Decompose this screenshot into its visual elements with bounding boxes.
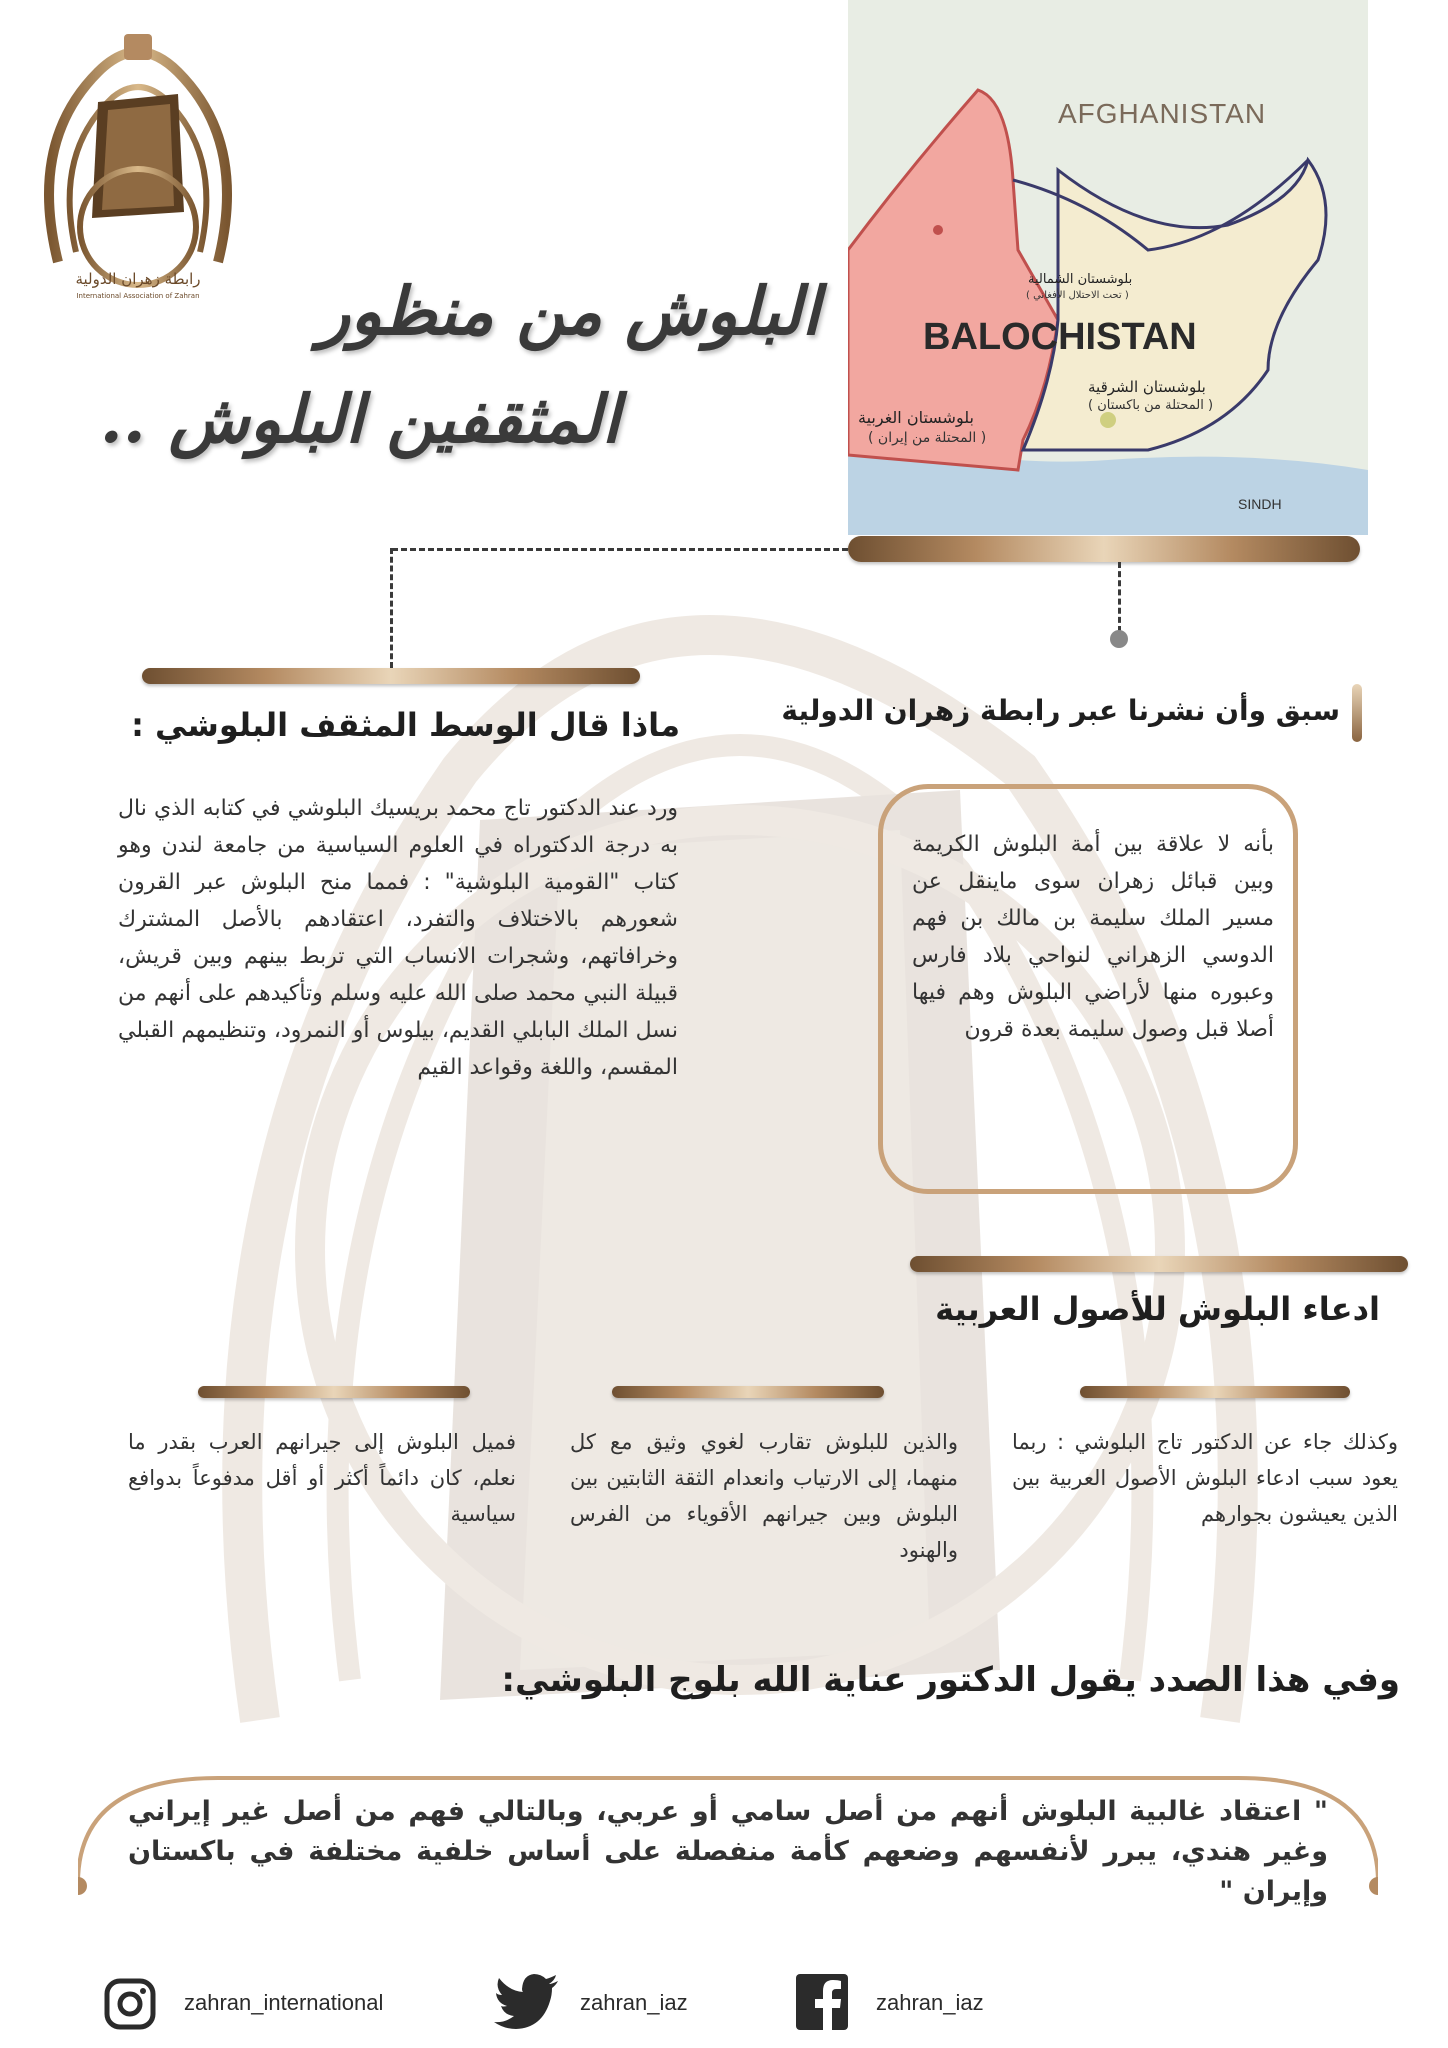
left-section-bar: [142, 668, 640, 684]
claims-col1-bar: [1080, 1386, 1350, 1398]
claims-col3-bar: [198, 1386, 470, 1398]
map-label-balochistan: BALOCHISTAN: [923, 316, 1197, 358]
map-label-afghanistan: AFGHANISTAN: [1058, 98, 1267, 129]
map-graphic: [848, 0, 1368, 535]
inayat-quote-text: " اعتقاد غالبية البلوش أنهم من أصل سامي أو عربي، وبالتالي فهم من أصل غير إيراني وغير هندي، يبرر لأنفسهم وضعهم كأمة منفصلة على أساس خلفية مختلفة في باكستان وإيران ": [128, 1796, 1328, 1907]
map-label-north-sub: ( تحت الاحتلال الأفغاني ): [1026, 290, 1129, 301]
association-logo: [38, 22, 238, 300]
connector-right-vertical: [1118, 562, 1121, 632]
page-title-line2: المثقفين البلوش ..: [99, 380, 620, 458]
map-bottom-bar: [848, 536, 1360, 562]
right-heading-accent: [1352, 684, 1362, 742]
claims-section-heading: ادعاء البلوش للأصول العربية: [935, 1290, 1380, 1328]
logo-arabic-text: رابطة زهران الدولية: [75, 270, 201, 288]
instagram-icon[interactable]: [104, 1978, 156, 2030]
connector-left-vertical: [390, 548, 393, 668]
map-label-east-sub: ( المحتلة من باكستان ): [1088, 398, 1214, 413]
left-section-body: ورد عند الدكتور تاج محمد بريسيك البلوشي في كتابه الذي نال به درجة الدكتوراه في العلوم السياسية من جامعة لندن وهو كتاب "القومية البلوشية" : فمما منح البلوش عبر القرون شعورهم بالاختلاف والتفرد، اعتقادهم بالأصل المشترك وخرافاتهم، وشجرات الانساب التي تربط بينهم وبين قريش، قبيلة النبي محمد صلى الله عليه وسلم وتأكيدهم على أنهم من نسل الملك البابلي القديم، بيلوس أو النمرود، وتنظيمهم القبلي المقسم، واللغة وقواعد القيم: [118, 796, 678, 1080]
balochistan-map: [848, 0, 1368, 535]
claims-column-right: وكذلك جاء عن الدكتور تاج البلوشي : ربما يعود سبب ادعاء البلوش الأصول العربية بين الذين يعيشون بجوارهم: [1012, 1430, 1398, 1526]
left-section-heading: ماذا قال الوسط المثقف البلوشي :: [131, 706, 680, 744]
map-label-east: بلوشستان الشرقية: [1088, 378, 1206, 396]
instagram-handle[interactable]: zahran_international: [184, 1990, 384, 2015]
claims-section-bar: [910, 1256, 1408, 1272]
logo-english-text: International Association of Zahran: [76, 292, 200, 300]
facebook-icon[interactable]: [796, 1974, 848, 2030]
connector-dot: [1110, 630, 1128, 648]
connector-horizontal: [392, 548, 848, 551]
facebook-handle[interactable]: zahran_iaz: [876, 1990, 984, 2015]
page-title-line1: البلوش من منظور: [318, 272, 820, 350]
map-label-west: بلوشستان الغربية: [858, 408, 974, 427]
claims-column-left: فميل البلوش إلى جيرانهم العرب بقدر ما نعلم، كان دائماً أكثر أو أقل مدفوعاً بدوافع سياسية: [128, 1430, 516, 1526]
right-quote-text: بأنه لا علاقة بين أمة البلوش الكريمة وبين قبائل زهران سوى ماينقل عن مسير الملك سليمة بن مالك بن فهم الدوسي الزهراني لنواحي بلاد فارس وعبوره منها لأراضي البلوش وهم فيها أصلا قبل وصول سليمة بعدة قرون: [912, 832, 1274, 1042]
map-label-north: بلوشستان الشمالية: [1028, 272, 1133, 287]
claims-column-middle: والذين للبلوش تقارب لغوي وثيق مع كل منهما، إلى الارتياب وانعدام الثقة الثابتين بين البلوش وبين جيرانهم الأقوياء من الفرس والهنود: [570, 1430, 958, 1562]
twitter-icon[interactable]: [494, 1974, 560, 2030]
map-label-sindh: SINDH: [1238, 496, 1282, 512]
claims-col2-bar: [612, 1386, 884, 1398]
inayat-section-heading: وفي هذا الصدد يقول الدكتور عناية الله بلوج البلوشي:: [501, 1660, 1400, 1700]
twitter-handle[interactable]: zahran_iaz: [580, 1990, 688, 2015]
right-section-heading: سبق وأن نشرنا عبر رابطة زهران الدولية: [781, 694, 1340, 727]
map-label-west-sub: ( المحتلة من إيران ): [868, 430, 987, 446]
